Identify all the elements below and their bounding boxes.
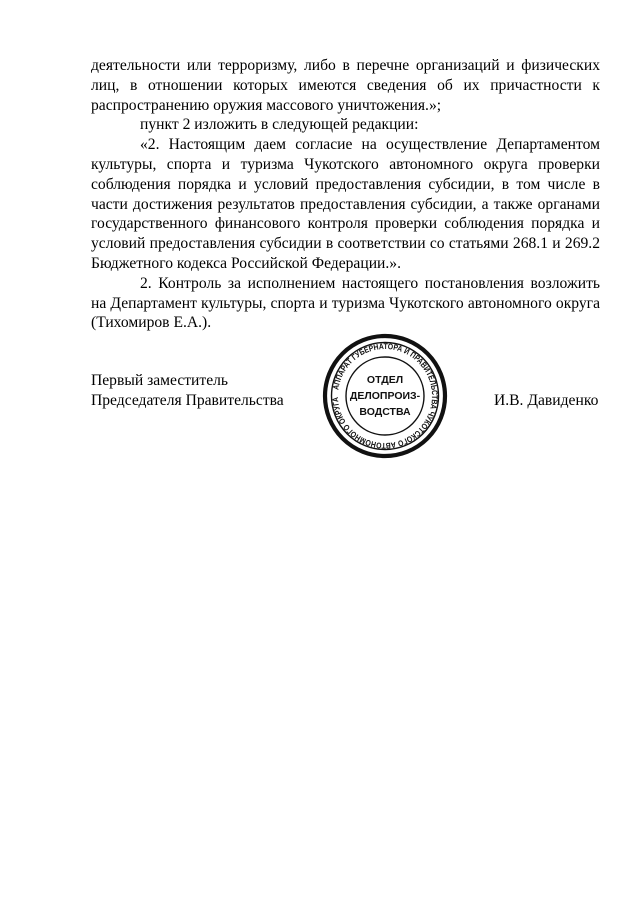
stamp-center-line3: ВОДСТВА [359, 406, 411, 418]
document-body [91, 56, 600, 333]
signatory-position-line2: Председателя Правительства [91, 391, 284, 409]
paragraph-consent-clause: «2. Настоящим даем согласие на осуществление Департаментом культуры, спорта и туризма Чукотского автономного округа проверки соблюдения порядка и условий предоставления субсидии, в том числе в части достижения результатов предоставления субсидии, а также органами государственного финансового контроля проверки соблюдения порядка и условий предоставления субсидии в соответствии со статьями 268.1 и 269.2 Бюджетного кодекса Российской Федерации.». [91, 136, 600, 272]
signatory-position [91, 371, 284, 411]
paragraph-continuation: деятельности или терроризму, либо в перечне организаций и физических лиц, в отношении которых имеются сведения об их причастности к распространению оружия массового уничтожения.»; [91, 57, 600, 114]
stamp-center-line2: ДЕЛОПРОИЗ- [349, 390, 421, 402]
paragraph-control-clause: 2. Контроль за исполнением настоящего постановления возложить на Департамент культуры, спорта и туризма Чукотского автономного округа (Тихомиров Е.А.). [91, 274, 600, 332]
stamp-ring-text: АППАРАТ ГУБЕРНАТОРА И ПРАВИТЕЛЬСТВА ЧУКОТСКОГО АВТОНОМНОГО ОКРУГА [330, 341, 440, 451]
official-stamp [322, 333, 448, 459]
stamp-center-line1: ОТДЕЛ [366, 374, 404, 386]
signatory-position-line1: Первый заместитель [91, 372, 229, 389]
paragraph-amendment-intro: пункт 2 изложить в следующей редакции: [140, 116, 419, 134]
stamp-seal-graphic [322, 333, 448, 459]
signatory-name: И.В. Давиденко [494, 392, 599, 409]
